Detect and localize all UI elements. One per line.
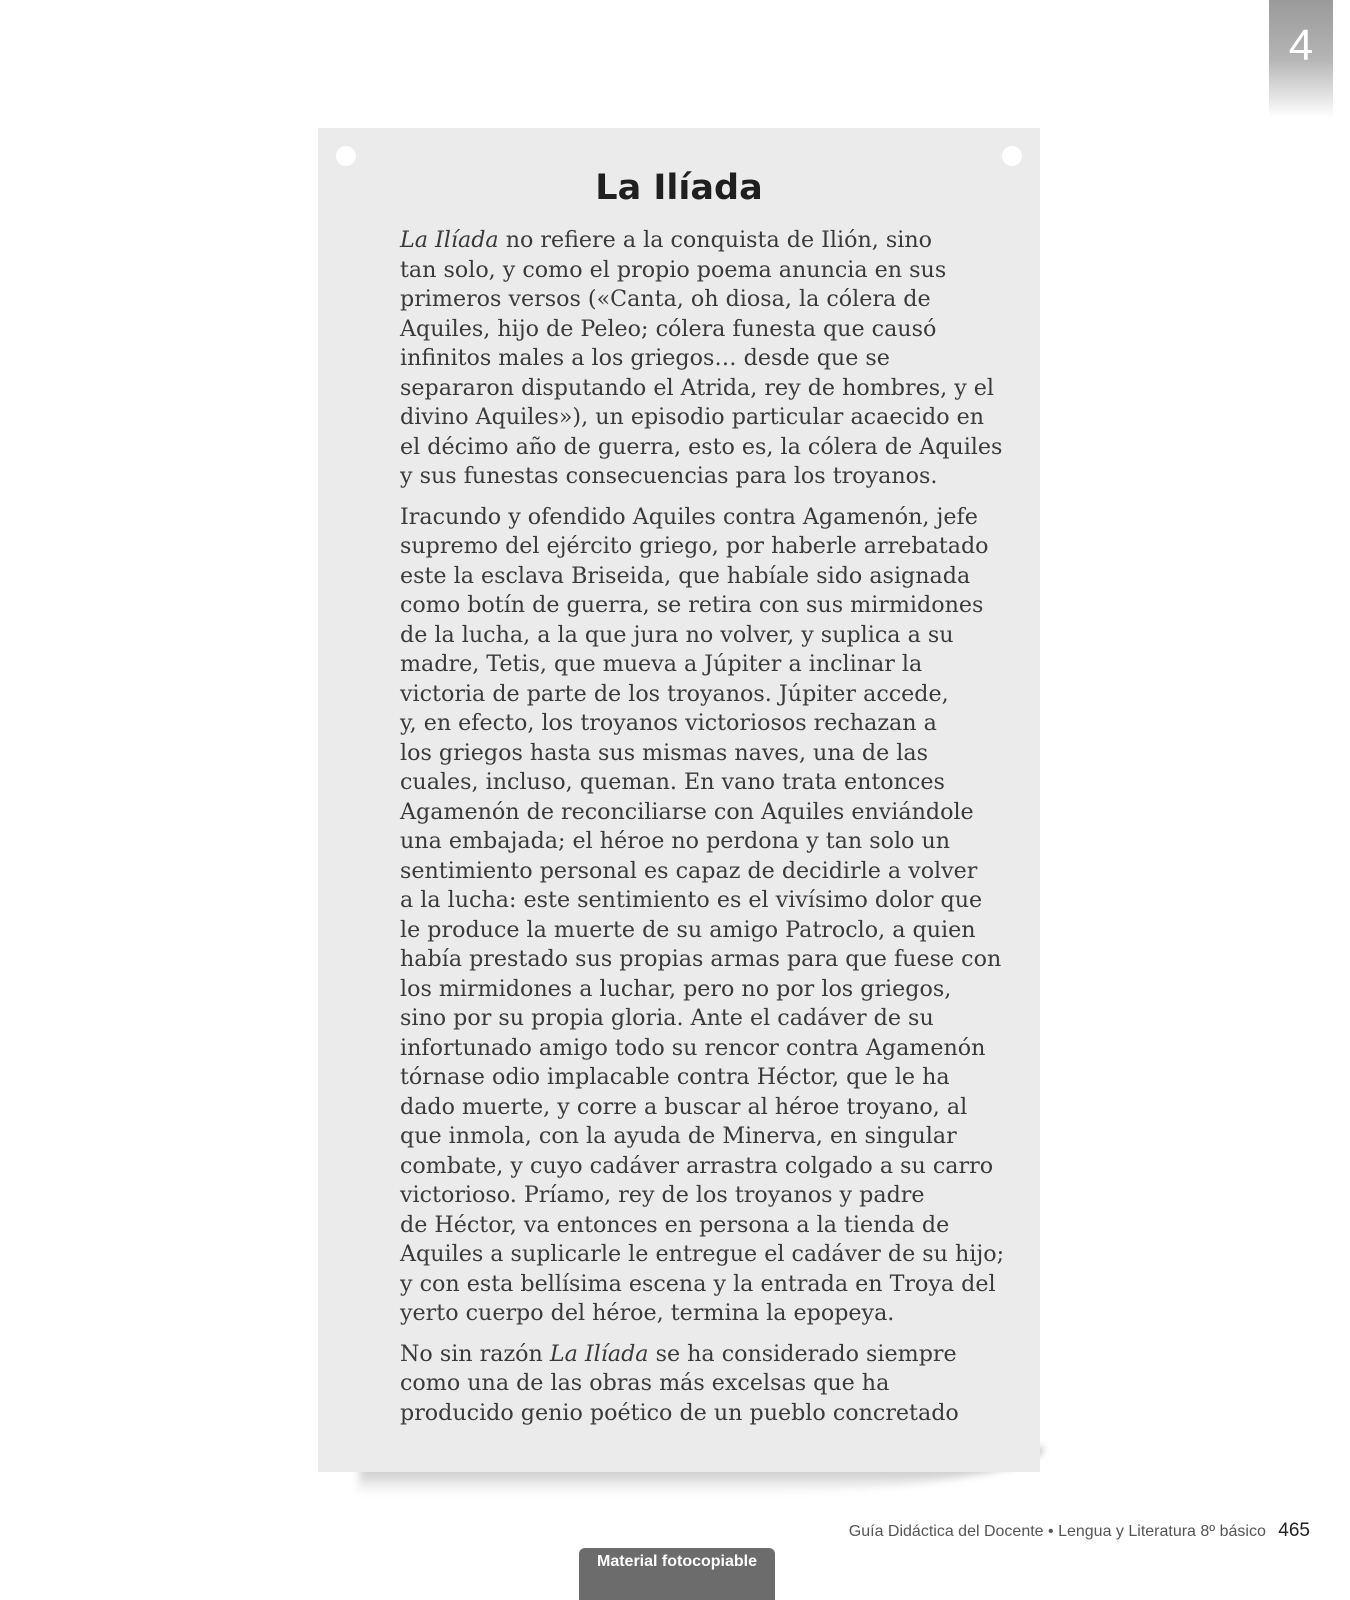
text-run: cuales, incluso, queman. En vano trata entonces [400,769,945,795]
chapter-tab: 4 [1269,0,1333,118]
paragraph [400,226,1020,492]
text-line [400,591,1020,621]
text-line [400,403,1020,433]
text-run: no refiere a la conquista de Ilión, sino [498,227,932,253]
text-line [400,1063,1020,1093]
text-line [400,975,1020,1005]
paragraph [400,503,1020,1329]
text-run: No sin razón [400,1340,550,1367]
text-run: Aquiles, hijo de Peleo; cólera funesta que causó [400,315,937,342]
text-line [400,374,1020,404]
text-run: el décimo año de guerra, esto es, la cólera de Aquiles [400,433,1003,460]
text-line [400,1211,1020,1241]
text-line [400,886,1020,916]
text-line [400,1299,1020,1329]
text-run: había prestado sus propias armas para que fuese con [400,946,1002,972]
text-run: primeros versos («Canta, oh diosa, la cólera de [400,286,931,312]
text-line [400,768,1020,798]
footer-subject: Lengua y Literatura 8º básico [1058,1523,1266,1540]
page-footer [849,1520,1310,1542]
photocopy-label: Material fotocopiable [579,1548,775,1600]
text-line [400,650,1020,680]
text-run: Iracundo y ofendido Aquiles contra Agamenón, jefe [400,503,978,530]
page-title: La Ilíada [595,168,763,208]
text-line [400,503,1020,533]
footer-guide: Guía Didáctica del Docente [848,1523,1044,1540]
text-run: supremo del ejército griego, por haberle arrebatado [400,533,989,559]
text-line [400,621,1020,651]
text-line [400,857,1020,887]
text-run: dado muerte, y corre a buscar al héroe troyano, al [400,1093,968,1120]
text-line [400,1399,1020,1429]
text-run: producido genio poético de un pueblo concretado [400,1399,959,1426]
text-line [400,1122,1020,1152]
pin-hole-right [1002,146,1022,166]
text-run: victorioso. Príamo, rey de los troyanos y padre [400,1182,925,1208]
text-line [400,739,1020,769]
text-line [400,1369,1020,1399]
text-run: los mirmidones a luchar, pero no por los griegos, [400,975,952,1002]
text-line [400,1340,1020,1370]
text-line [400,798,1020,828]
text-run: se ha considerado siempre [648,1340,957,1367]
text-line [400,462,1020,492]
text-run: como una de las obras más excelsas que ha [400,1370,890,1396]
text-run: victoria de parte de los troyanos. Júpiter accede, [400,680,949,707]
page-number: 465 [1278,1520,1310,1541]
text-run: sentimiento personal es capaz de decidirle a volver [400,857,978,884]
pin-hole-left [336,146,356,166]
text-run: los griegos hasta sus mismas naves, una de las [400,739,929,766]
text-run: infortunado amigo todo su rencor contra Agamenón [400,1034,986,1061]
text-run: madre, Tetis, que mueva a Júpiter a inclinar la [400,651,923,677]
text-line [400,945,1020,975]
text-line [400,1034,1020,1064]
text-run: Aquiles a suplicarle le entregue el cadáver de su hijo; [400,1241,1005,1267]
text-run: infinitos males a los griegos… desde que se [400,345,890,371]
text-run: sino por su propia gloria. Ante el cadáver de su [400,1005,934,1031]
text-run: a la lucha: este sentimiento es el vivísimo dolor que [400,887,983,913]
text-line [400,1152,1020,1182]
text-line [400,562,1020,592]
text-line [400,433,1020,463]
text-line [400,256,1020,286]
body-text [400,226,1020,1439]
italic-title: La Ilíada [549,1340,649,1367]
text-run: le produce la muerte de su amigo Patroclo, a quien [400,916,976,943]
text-run: tan solo, y como el propio poema anuncia en sus [400,256,947,283]
text-run: Agamenón de reconciliarse con Aquiles enviándole [400,798,974,825]
text-run: este la esclava Briseida, que habíale sido asignada [400,562,971,589]
text-line [400,1004,1020,1034]
text-run: combate, y cuyo cadáver arrastra colgado a su carro [400,1152,994,1179]
text-line [400,532,1020,562]
text-run: que inmola, con la ayuda de Minerva, en singular [400,1123,957,1149]
text-line [400,1093,1020,1123]
reading-sheet [318,128,1040,1472]
paragraph [400,1340,1020,1429]
text-run: y sus funestas consecuencias para los troyanos. [400,463,938,489]
footer-separator: • [1048,1523,1054,1540]
text-run: tórnase odio implacable contra Héctor, que le ha [400,1064,950,1090]
text-run: y, en efecto, los troyanos victoriosos rechazan a [400,710,937,736]
text-line [400,226,1020,256]
text-run: yerto cuerpo del héroe, termina la epopeya. [400,1300,895,1326]
text-line [400,827,1020,857]
text-line [400,916,1020,946]
text-line [400,709,1020,739]
text-run: y con esta bellísima escena y la entrada en Troya del [400,1270,996,1297]
text-run: de la lucha, a la que jura no volver, y suplica a su [400,621,954,648]
text-line [400,1270,1020,1300]
text-line [400,1240,1020,1270]
text-run: una embajada; el héroe no perdona y tan solo un [400,828,951,854]
text-line [400,285,1020,315]
text-line [400,1181,1020,1211]
text-line [400,344,1020,374]
text-run: separaron disputando el Atrida, rey de hombres, y el [400,374,995,401]
text-run: divino Aquiles»), un episodio particular acaecido en [400,404,985,430]
text-line [400,680,1020,710]
text-line [400,315,1020,345]
italic-title: La Ilíada [400,227,499,253]
text-run: como botín de guerra, se retira con sus mirmidones [400,592,984,618]
text-run: de Héctor, va entonces en persona a la tienda de [400,1211,950,1238]
